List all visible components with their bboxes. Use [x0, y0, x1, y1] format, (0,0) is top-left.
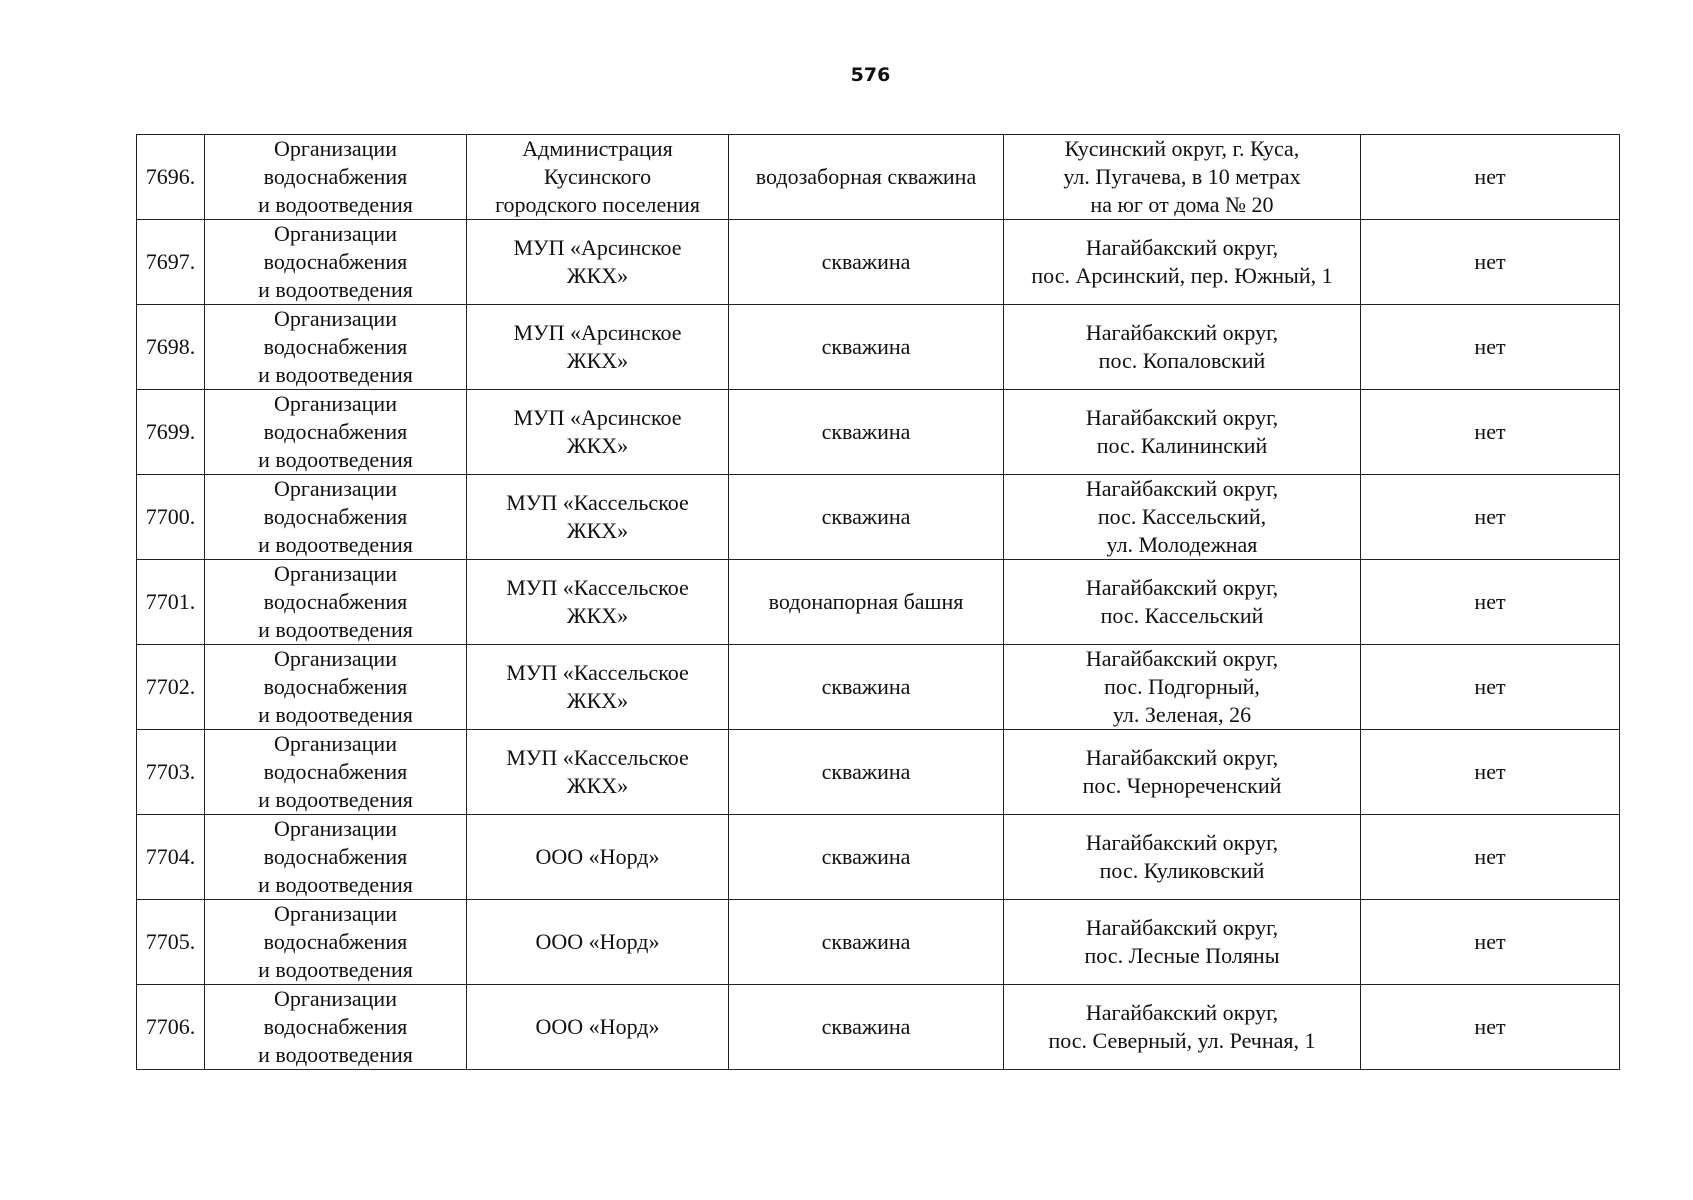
organization-name-cell: МУП «Арсинское ЖКХ»: [467, 390, 729, 475]
row-number-cell: 7696.: [137, 135, 205, 220]
address-cell: Нагайбакский округ, пос. Северный, ул. Речная, 1: [1004, 985, 1361, 1070]
address-cell: Нагайбакский округ, пос. Подгорный, ул. Зеленая, 26: [1004, 645, 1361, 730]
flag-cell: нет: [1361, 730, 1620, 815]
row-number-cell: 7699.: [137, 390, 205, 475]
object-type-cell: скважина: [729, 390, 1004, 475]
organization-type-cell: Организации водоснабжения и водоотведения: [205, 475, 467, 560]
flag-cell: нет: [1361, 220, 1620, 305]
organization-name-cell: МУП «Кассельское ЖКХ»: [467, 475, 729, 560]
organization-type-cell: Организации водоснабжения и водоотведения: [205, 135, 467, 220]
address-cell: Нагайбакский округ, пос. Чернореченский: [1004, 730, 1361, 815]
page-number: 576: [850, 64, 891, 86]
object-type-cell: скважина: [729, 305, 1004, 390]
object-type-cell: водозаборная скважина: [729, 135, 1004, 220]
table-row: [137, 645, 1620, 730]
organization-name-cell: МУП «Кассельское ЖКХ»: [467, 730, 729, 815]
organization-name-cell: МУП «Арсинское ЖКХ»: [467, 305, 729, 390]
table-row: [137, 730, 1620, 815]
object-type-cell: скважина: [729, 220, 1004, 305]
flag-cell: нет: [1361, 475, 1620, 560]
registry-table-body: [137, 135, 1620, 1070]
table-row: [137, 305, 1620, 390]
object-type-cell: скважина: [729, 815, 1004, 900]
object-type-cell: скважина: [729, 475, 1004, 560]
organization-type-cell: Организации водоснабжения и водоотведения: [205, 305, 467, 390]
address-cell: Нагайбакский округ, пос. Лесные Поляны: [1004, 900, 1361, 985]
table-row: [137, 135, 1620, 220]
address-cell: Нагайбакский округ, пос. Кассельский, ул. Молодежная: [1004, 475, 1361, 560]
row-number-cell: 7705.: [137, 900, 205, 985]
organization-type-cell: Организации водоснабжения и водоотведения: [205, 985, 467, 1070]
flag-cell: нет: [1361, 390, 1620, 475]
organization-name-cell: ООО «Норд»: [467, 900, 729, 985]
registry-table: [136, 134, 1620, 1070]
address-cell: Нагайбакский округ, пос. Калининский: [1004, 390, 1361, 475]
row-number-cell: 7706.: [137, 985, 205, 1070]
address-cell: Кусинский округ, г. Куса, ул. Пугачева, в 10 метрах на юг от дома № 20: [1004, 135, 1361, 220]
table-row: [137, 985, 1620, 1070]
row-number-cell: 7702.: [137, 645, 205, 730]
flag-cell: нет: [1361, 900, 1620, 985]
flag-cell: нет: [1361, 815, 1620, 900]
object-type-cell: скважина: [729, 645, 1004, 730]
row-number-cell: 7698.: [137, 305, 205, 390]
flag-cell: нет: [1361, 135, 1620, 220]
flag-cell: нет: [1361, 560, 1620, 645]
address-cell: Нагайбакский округ, пос. Арсинский, пер. Южный, 1: [1004, 220, 1361, 305]
row-number-cell: 7704.: [137, 815, 205, 900]
organization-name-cell: ООО «Норд»: [467, 815, 729, 900]
table-row: [137, 220, 1620, 305]
table-row: [137, 560, 1620, 645]
organization-name-cell: МУП «Кассельское ЖКХ»: [467, 560, 729, 645]
object-type-cell: скважина: [729, 985, 1004, 1070]
object-type-cell: водонапорная башня: [729, 560, 1004, 645]
organization-name-cell: МУП «Кассельское ЖКХ»: [467, 645, 729, 730]
organization-type-cell: Организации водоснабжения и водоотведения: [205, 900, 467, 985]
table-row: [137, 900, 1620, 985]
organization-name-cell: Администрация Кусинского городского поселения: [467, 135, 729, 220]
row-number-cell: 7700.: [137, 475, 205, 560]
organization-type-cell: Организации водоснабжения и водоотведения: [205, 645, 467, 730]
address-cell: Нагайбакский округ, пос. Куликовский: [1004, 815, 1361, 900]
organization-type-cell: Организации водоснабжения и водоотведения: [205, 730, 467, 815]
table-row: [137, 815, 1620, 900]
table-row: [137, 475, 1620, 560]
table-row: [137, 390, 1620, 475]
organization-type-cell: Организации водоснабжения и водоотведения: [205, 220, 467, 305]
organization-type-cell: Организации водоснабжения и водоотведения: [205, 390, 467, 475]
row-number-cell: 7703.: [137, 730, 205, 815]
organization-name-cell: ООО «Норд»: [467, 985, 729, 1070]
flag-cell: нет: [1361, 645, 1620, 730]
object-type-cell: скважина: [729, 900, 1004, 985]
address-cell: Нагайбакский округ, пос. Копаловский: [1004, 305, 1361, 390]
row-number-cell: 7701.: [137, 560, 205, 645]
organization-name-cell: МУП «Арсинское ЖКХ»: [467, 220, 729, 305]
flag-cell: нет: [1361, 985, 1620, 1070]
organization-type-cell: Организации водоснабжения и водоотведения: [205, 815, 467, 900]
address-cell: Нагайбакский округ, пос. Кассельский: [1004, 560, 1361, 645]
flag-cell: нет: [1361, 305, 1620, 390]
object-type-cell: скважина: [729, 730, 1004, 815]
row-number-cell: 7697.: [137, 220, 205, 305]
organization-type-cell: Организации водоснабжения и водоотведения: [205, 560, 467, 645]
